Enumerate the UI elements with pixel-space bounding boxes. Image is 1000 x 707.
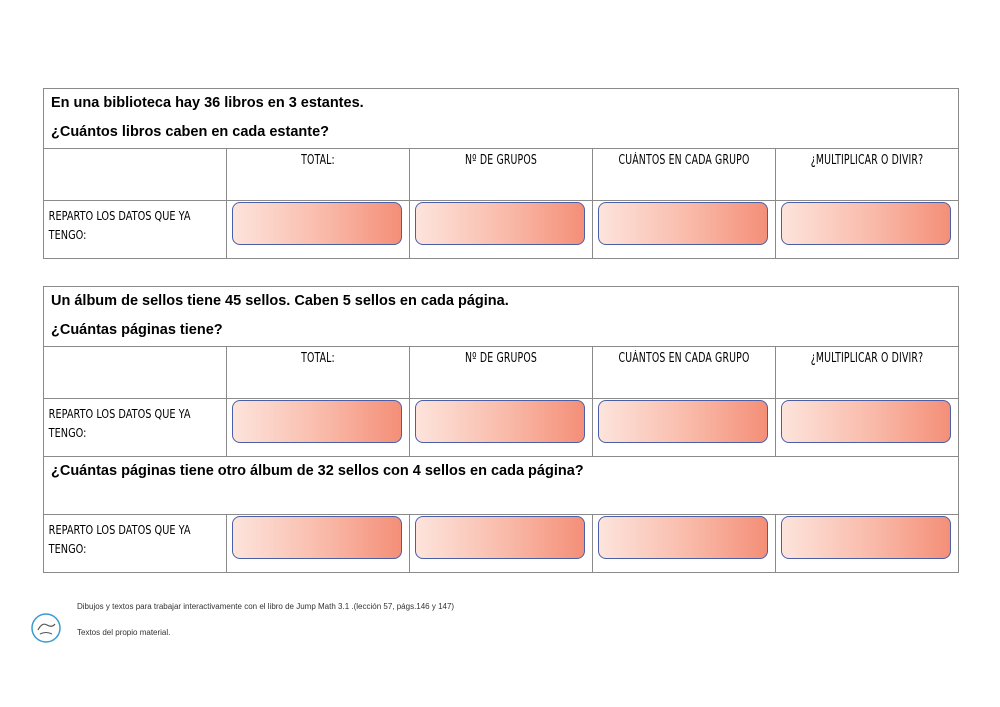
- answer-box-groups[interactable]: [415, 400, 585, 443]
- row-label: REPARTO LOS DATOS QUE YA TENGO:: [48, 406, 191, 440]
- problem1-table: [43, 88, 959, 259]
- header-per-group: CUÁNTOS EN CADA GRUPO: [618, 351, 750, 366]
- problem2-followup: [44, 457, 959, 515]
- answer-box-groups[interactable]: [415, 202, 585, 245]
- problem1-line1: En una biblioteca hay 36 libros en 3 estantes.: [51, 95, 364, 111]
- problem2-line1: Un álbum de sellos tiene 45 sellos. Caben 5 sellos en cada página.: [51, 293, 509, 309]
- answer-box-operation-2[interactable]: [781, 516, 951, 559]
- header-per-group: CUÁNTOS EN CADA GRUPO: [618, 153, 750, 168]
- problem2-table: [43, 286, 959, 573]
- problem1-question: ¿Cuántos libros caben en cada estante?: [51, 124, 329, 140]
- empty-header-cell: [44, 149, 227, 201]
- answer-box-operation[interactable]: [781, 202, 951, 245]
- answer-box-per-group-2[interactable]: [598, 516, 768, 559]
- answer-box-per-group[interactable]: [598, 202, 768, 245]
- answer-box-total-2[interactable]: [232, 516, 402, 559]
- header-operation: ¿MULTIPLICAR O DIVIR?: [810, 351, 924, 366]
- problem2-statement: [44, 287, 959, 347]
- footer-own-material: Textos del propio material.: [77, 628, 171, 637]
- problem2-question: ¿Cuántas páginas tiene?: [51, 322, 223, 338]
- empty-header-cell: [44, 347, 227, 399]
- header-groups: Nº DE GRUPOS: [465, 351, 537, 366]
- answer-box-operation[interactable]: [781, 400, 951, 443]
- answer-box-groups-2[interactable]: [415, 516, 585, 559]
- header-total: TOTAL:: [301, 351, 335, 366]
- answer-box-total[interactable]: [232, 400, 402, 443]
- row-label: REPARTO LOS DATOS QUE YA TENGO:: [48, 208, 191, 242]
- footer-credit: Dibujos y textos para trabajar interactivamente con el libro de Jump Math 3.1 .(lección 57, págs.146 y 147): [77, 602, 455, 611]
- problem2-followup-question: ¿Cuántas páginas tiene otro álbum de 32 sellos con 4 sellos en cada página?: [51, 463, 584, 479]
- author-logo-icon: [30, 612, 62, 644]
- answer-box-per-group[interactable]: [598, 400, 768, 443]
- row-label: REPARTO LOS DATOS QUE YA TENGO:: [48, 522, 191, 556]
- header-operation: ¿MULTIPLICAR O DIVIR?: [810, 153, 924, 168]
- problem1-statement: [44, 89, 959, 149]
- header-groups: Nº DE GRUPOS: [465, 153, 537, 168]
- answer-box-total[interactable]: [232, 202, 402, 245]
- header-total: TOTAL:: [301, 153, 335, 168]
